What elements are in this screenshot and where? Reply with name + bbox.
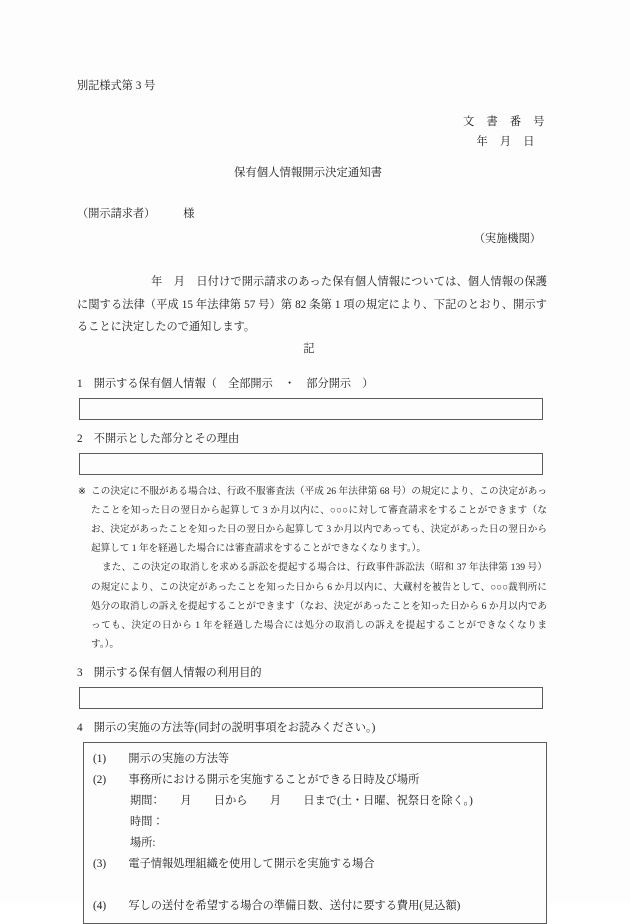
body-paragraph-text: 年 月 日付けで開示請求のあった保有個人情報については、個人情報の保護に関する法律（平成 15 年法律第 57 号）第 82 条第 1 項の規定により、下記のとおり、開示することに決定したので通知します。 (77, 276, 547, 333)
issuing-agency-line: （実施機関） (473, 233, 541, 245)
note-paragraph-1: この決定に不服がある場合は、行政不服審査法（平成 26 年法律第 68 号）の規定により、この決定があったことを知った日の翌日から起算して 3 か月以内に、○○○に対して審査請求をすることができます（なお、決定があったことを知った日の翌日から起算して 3 か月以内であっても、決定があった日の翌日から起算して 1 年を経過した場合には審査請求をすることができなくなります。）。 (91, 485, 547, 555)
section-4-method-box (83, 742, 547, 924)
section-1-field-box[interactable] (79, 398, 543, 420)
method-item-place: 場所: (130, 837, 156, 850)
section-3-field-box[interactable] (79, 687, 543, 709)
form-number: 別記様式第 3 号 (77, 80, 156, 92)
document-number-block (77, 112, 547, 152)
section-1-heading: 1 開示する保有個人情報（ 全部開示 ・ 部分開示 ） (77, 377, 374, 390)
method-item-1: (1) 開示の実施の方法等 (93, 753, 230, 766)
document-date-label: 年 月 日 (476, 136, 535, 148)
page-title: 保有個人情報開示決定通知書 (233, 167, 383, 179)
method-item-period: 期間： 月 日から 月 日まで(土・日曜、祝祭日を除く。) (130, 795, 473, 808)
method-item-time: 時間： (130, 816, 164, 829)
section-2-field-box[interactable] (79, 453, 543, 475)
document-number-label: 文 書 番 号 (463, 116, 545, 128)
method-item-4: (4) 写しの送付を希望する場合の準備日数、送付に要する費用(見込額) (93, 900, 461, 913)
note-paragraph-2: また、この決定の取消しを求める訴訟を提起する場合は、行政事件訴訟法（昭和 37 年法律第 139 号）の規定により、この決定があったことを知った日から 6 か月以内に、大蔵村を被告として、○○○裁判所に処分の取消しの訴えを提起することができます（なお、決定があったことを知った日から 6 か月以内であっても、決定の日から 1 年を経過した場合には処分の取消しの訴えを提起することができなくなります。）。 (91, 562, 547, 651)
method-item-spacer (84, 875, 546, 896)
ki-marker: 記 (303, 342, 315, 355)
addressee-line: （開示請求者） 様 (77, 208, 195, 220)
method-item-2: (2) 事務所における開示を実施することができる日時及び場所 (93, 774, 420, 787)
body-paragraph (77, 271, 547, 339)
document-body (77, 76, 547, 924)
method-item-3: (3) 電子情報処理組織を使用して開示を実施する場合 (93, 858, 375, 871)
section-3-heading: 3 開示する保有個人情報の利用目的 (77, 667, 262, 680)
section-2-heading: 2 不開示とした部分とその理由 (77, 432, 240, 445)
section-4-heading: 4 開示の実施の方法等(同封の説明事項をお読みください。) (77, 722, 376, 735)
note-mark: ※ (78, 485, 87, 497)
appeal-note (78, 482, 547, 655)
